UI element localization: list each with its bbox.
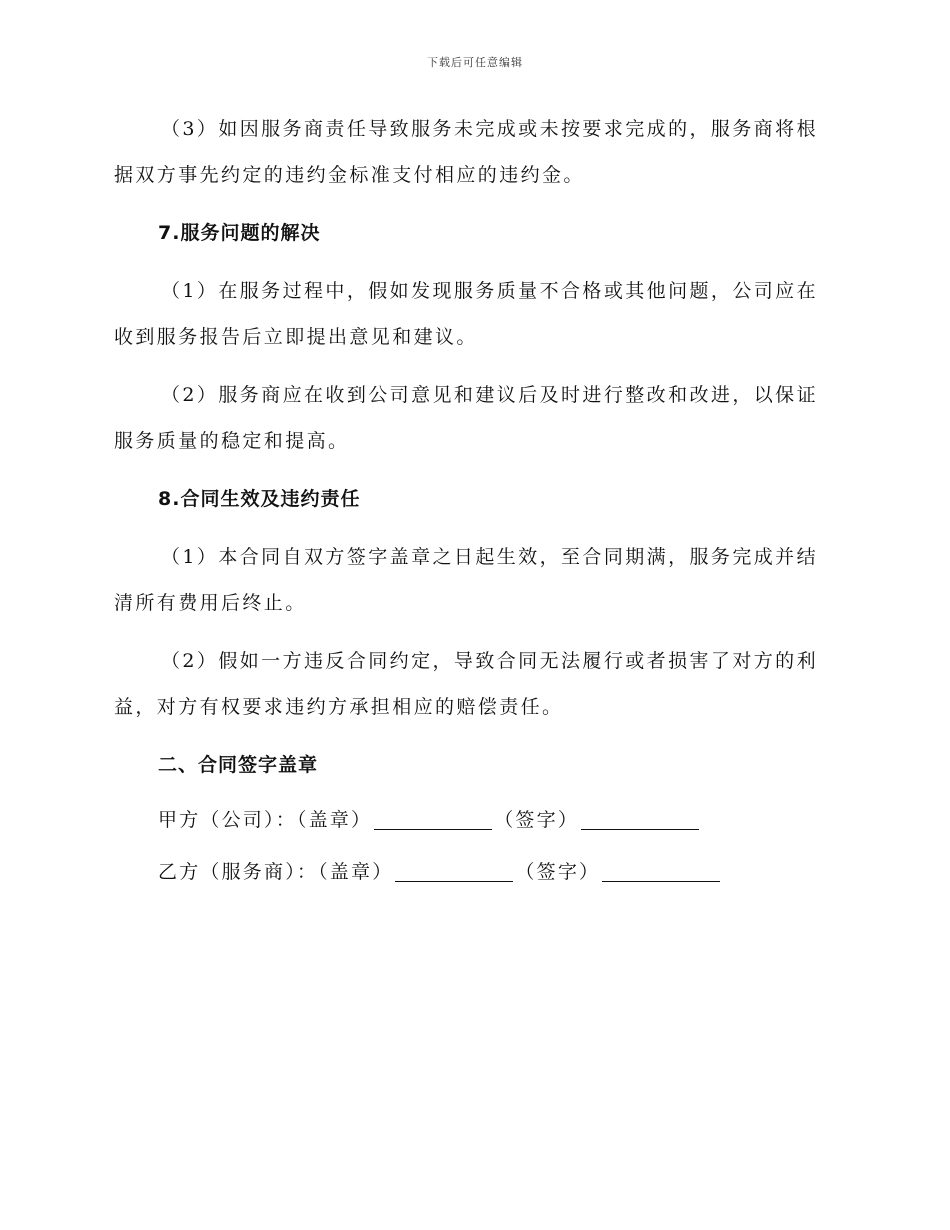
party-a-seal-blank[interactable] [374,828,492,830]
section-heading-7: 7.服务问题的解决 [158,222,321,244]
clause-8-1: （1）本合同自双方签字盖章之日起生效，至合同期满，服务完成并结清所有费用后终止。 [114,546,818,614]
clause-7-2: （2）服务商应在收到公司意见和建议后及时进行整改和改进，以保证服务质量的稳定和提高。 [114,384,818,452]
party-b-sign-label: （签字） [515,861,601,883]
party-b-label: 乙方（服务商）： [158,861,319,883]
party-b-signature-row [114,852,818,892]
clause-6-3: （3）如因服务商责任导致服务未完成或未按要求完成的，服务商将根据双方事先约定的违约金标准支付相应的违约金。 [114,118,818,186]
party-b-seal-label: （盖章） [318,861,394,883]
party-a-sign-blank[interactable] [581,828,699,830]
section-heading-8: 8.合同生效及违约责任 [158,488,361,510]
party-a-seal-label: （盖章） [296,809,373,831]
party-b-seal-blank[interactable] [395,880,513,882]
party-b-sign-blank[interactable] [602,880,720,882]
document-body [114,106,818,904]
clause-8-2: （2）假如一方违反合同约定，导致合同无法履行或者损害了对方的利益，对方有权要求违约方承担相应的赔偿责任。 [114,650,818,718]
clause-7-1: （1）在服务过程中，假如发现服务质量不合格或其他问题，公司应在收到服务报告后立即提出意见和建议。 [114,280,818,348]
section-heading-signatures: 二、合同签字盖章 [158,754,319,776]
party-a-sign-label: （签字） [494,809,580,831]
party-a-label: 甲方（公司）： [158,809,297,831]
page-header-note: 下载后可任意编辑 [427,56,523,69]
party-a-signature-row [114,800,818,840]
